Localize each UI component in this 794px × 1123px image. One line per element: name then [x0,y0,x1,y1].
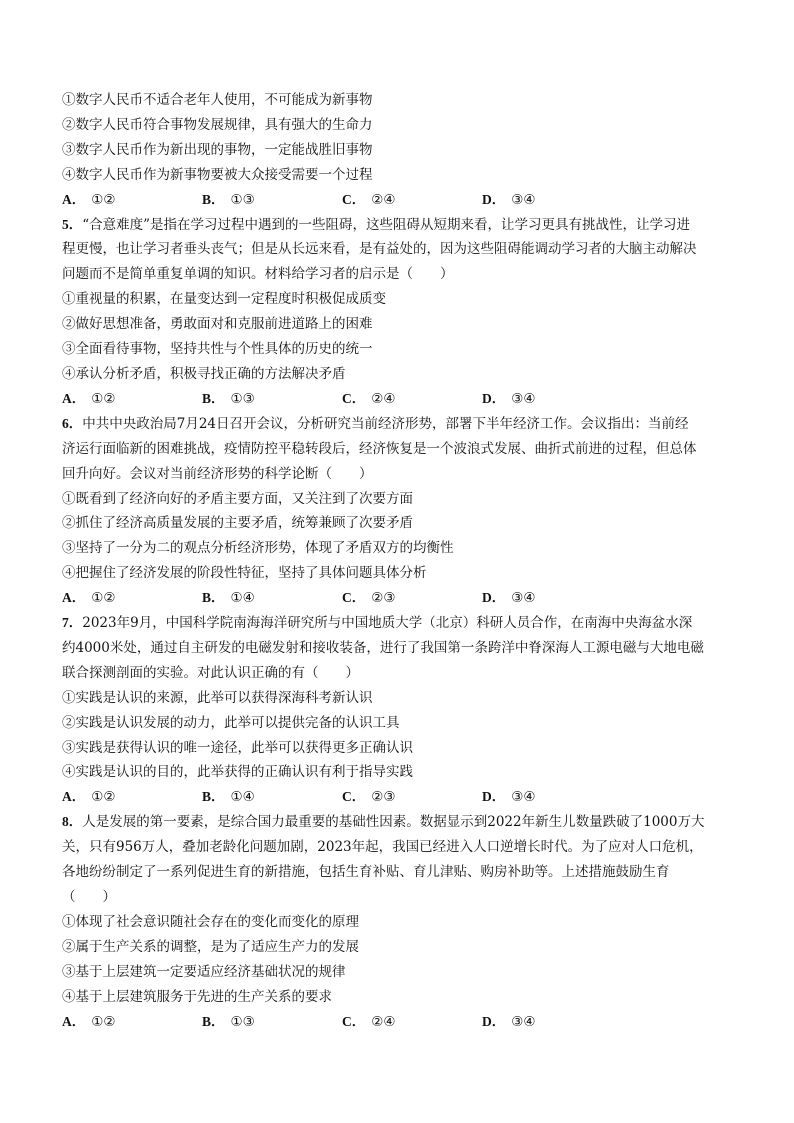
exam-page [62,88,732,1034]
option-c[interactable]: C． ②④ [342,1013,396,1030]
statement: ③实践是获得认识的唯一途径，此举可以获得更多正确认识 [62,739,413,756]
option-c[interactable]: C． ②③ [342,789,396,806]
option-a[interactable]: A． ①② [62,1013,116,1030]
statement: ①体现了社会意识随社会存在的变化而变化的原理 [62,913,359,930]
statement: ③基于上层建筑一定要适应经济基础状况的规律 [62,963,346,980]
option-b[interactable]: B． ①③ [202,390,255,407]
statement: ③全面看待事物，坚持共性与个性具体的历史的统一 [62,341,373,358]
option-a[interactable]: A． ①② [62,789,116,806]
question-stem: 约4000米处，通过自主研发的电磁发射和接收装备，进行了我国第一条跨洋中脊深海人工源电磁与大地电磁 [62,639,704,656]
option-c[interactable]: C． ②④ [342,390,396,407]
statement: ②数字人民币符合事物发展规律，具有强大的生命力 [62,116,373,133]
answer-options [62,586,732,611]
option-c[interactable]: C． ②③ [342,590,396,607]
statement: ①重视量的积累，在量变达到一定程度时积极促成质变 [62,291,386,308]
question-stem: 6．中共中央政治局7月24日召开会议，分析研究当前经济形势，部署下半年经济工作。会议指出：当前经 [62,415,689,432]
option-d[interactable]: D． ③④ [482,390,536,407]
question-6 [62,412,732,611]
question-stem: 联合探测剖面的实验。对此认识正确的有（ ） [62,664,359,681]
option-d[interactable]: D． ③④ [482,1013,536,1030]
statement: ②属于生产关系的调整，是为了适应生产力的发展 [62,938,359,955]
question-stem: 回升向好。会议对当前经济形势的科学论断（ ） [62,465,373,482]
question-stem: 各地纷纷制定了一系列促进生育的新措施，包括生育补贴、育儿津贴、购房补助等。上述措施鼓励生育 [62,864,670,881]
option-a[interactable]: A． ①② [62,390,116,407]
question-number: 5． [62,216,83,232]
question-stem: 8．人是发展的第一要素，是综合国力最重要的基础性因素。数据显示到2022年新生儿数量跌破了1000万大 [62,814,705,831]
option-d[interactable]: D． ③④ [482,590,536,607]
option-b[interactable]: B． ①④ [202,590,255,607]
question-7 [62,611,732,810]
question-stem: （ ） [62,889,116,905]
question-stem: 济运行面临新的困难挑战，疫情防控平稳转段后，经济恢复是一个波浪式发展、曲折式前进的过程，但总体 [62,440,697,457]
question-stem: 程更慢，也让学习者垂头丧气；但是从长远来看，是有益处的，因为这些阻碍能调动学习者的大脑主动解决 [62,241,697,258]
question-number: 7． [62,615,83,631]
question-stem: 问题而不是简单重复单调的知识。材料给学习者的启示是（ ） [62,266,454,283]
option-d[interactable]: D． ③④ [482,789,536,806]
question-stem: 7．2023年9月，中国科学院南海海洋研究所与中国地质大学（北京）科研人员合作，在南海中央海盆水深 [62,615,693,632]
answer-options [62,188,732,213]
statement: ②做好思想准备，勇敢面对和克服前进道路上的困难 [62,316,373,333]
statement: ④基于上层建筑服务于先进的生产关系的要求 [62,988,332,1005]
answer-options [62,785,732,810]
statement: ④承认分析矛盾，积极寻找正确的方法解决矛盾 [62,365,346,382]
statement: ④数字人民币作为新事物要被大众接受需要一个过程 [62,166,373,183]
question-stem: 关，只有956万人，叠加老龄化问题加剧，2023年起，我国已经进入人口逆增长时代。为了应对人口危机， [62,839,703,856]
option-b[interactable]: B． ①③ [202,1013,255,1030]
question-stem: 5．“合意难度”是指在学习过程中遇到的一些阻碍，这些阻碍从短期来看，让学习更具有挑战性，让学习进 [62,216,691,233]
statement: ①实践是认识的来源，此举可以获得深海科考新认识 [62,689,373,706]
statement: ①既看到了经济向好的矛盾主要方面，又关注到了次要方面 [62,490,413,507]
question-8 [62,810,732,1034]
question-number: 6． [62,415,83,431]
answer-options [62,387,732,412]
option-b[interactable]: B． ①③ [202,191,255,208]
statement: ④把握住了经济发展的阶段性特征，坚持了具体问题具体分析 [62,565,427,582]
statement: ④实践是认识的目的，此举获得的正确认识有利于指导实践 [62,764,413,781]
question-number: 8． [62,814,83,830]
statement: ③数字人民币作为新出现的事物，一定能战胜旧事物 [62,141,373,158]
option-d[interactable]: D． ③④ [482,191,536,208]
option-c[interactable]: C． ②④ [342,191,396,208]
question-5 [62,213,732,412]
answer-options [62,1010,732,1035]
option-b[interactable]: B． ①④ [202,789,255,806]
statement: ③坚持了一分为二的观点分析经济形势，体现了矛盾双方的均衡性 [62,540,454,557]
option-a[interactable]: A． ①② [62,590,116,607]
option-a[interactable]: A． ①② [62,191,116,208]
statement: ①数字人民币不适合老年人使用，不可能成为新事物 [62,92,373,108]
question-4-tail [62,88,732,213]
statement: ②抓住了经济高质量发展的主要矛盾，统筹兼顾了次要矛盾 [62,515,413,532]
statement: ②实践是认识发展的动力，此举可以提供完备的认识工具 [62,714,400,731]
